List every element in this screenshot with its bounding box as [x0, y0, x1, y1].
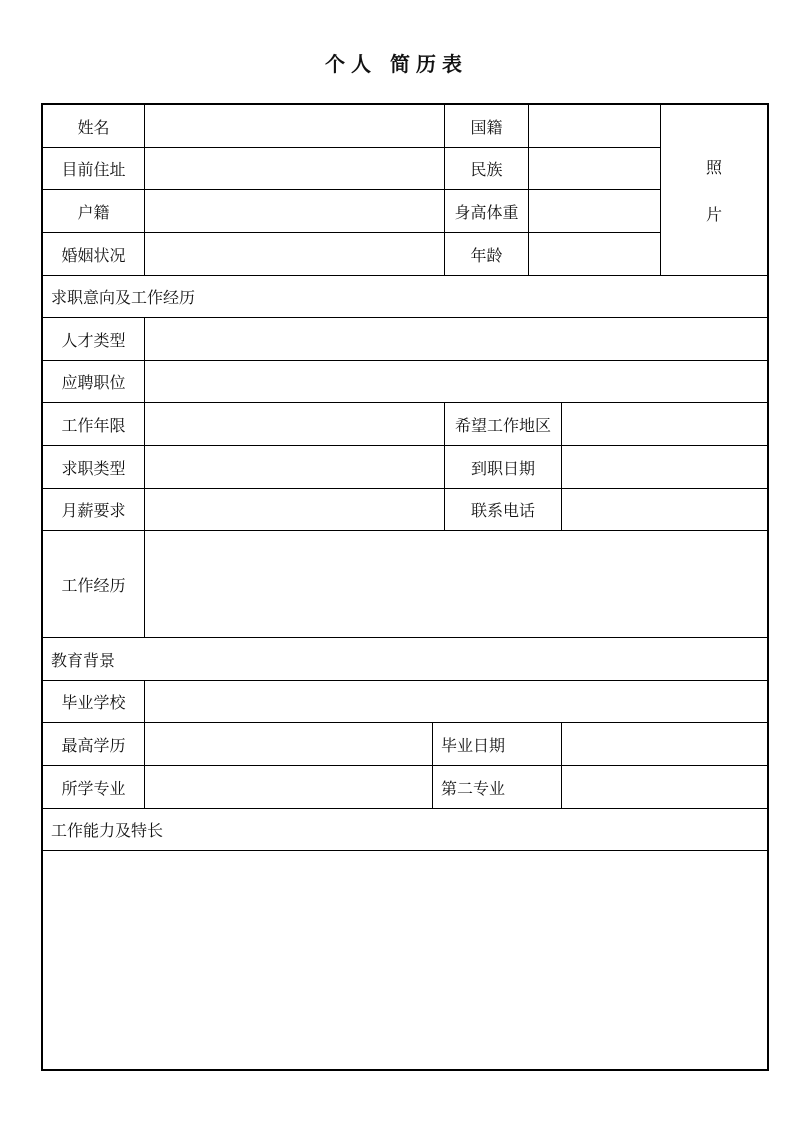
photo-label-char-2: 片: [705, 205, 722, 224]
position-field[interactable]: [145, 361, 767, 402]
talent-type-field[interactable]: [145, 318, 767, 360]
graduation-date-label: 毕业日期: [441, 735, 506, 755]
name-field[interactable]: [145, 105, 444, 147]
hukou-label: 户籍: [77, 202, 110, 222]
work-years-label: 工作年限: [61, 415, 126, 435]
skills-section-header: 工作能力及特长: [51, 821, 164, 840]
address-label: 目前住址: [61, 160, 126, 179]
height-weight-label: 身高体重: [454, 202, 519, 222]
work-years-field[interactable]: [145, 403, 444, 445]
school-field[interactable]: [145, 681, 767, 722]
ethnicity-field[interactable]: [529, 148, 660, 189]
photo-area[interactable]: [661, 105, 767, 275]
photo-label-char-1: 照: [705, 158, 722, 177]
position-label: 应聘职位: [61, 373, 126, 392]
graduation-date-field[interactable]: [562, 723, 767, 765]
name-label: 姓名: [77, 117, 110, 137]
address-field[interactable]: [145, 148, 444, 189]
phone-label: 联系电话: [470, 501, 535, 520]
nationality-field[interactable]: [529, 105, 660, 147]
marital-status-field[interactable]: [145, 233, 444, 275]
school-label: 毕业学校: [61, 693, 126, 712]
job-section-header: 求职意向及工作经历: [51, 288, 196, 307]
second-major-field[interactable]: [562, 766, 767, 808]
height-weight-field[interactable]: [529, 190, 660, 232]
age-field[interactable]: [529, 233, 660, 275]
page-title: 个人 简历表: [325, 52, 468, 76]
salary-field[interactable]: [145, 489, 444, 530]
degree-label: 最高学历: [61, 735, 126, 755]
major-label: 所学专业: [61, 778, 126, 798]
second-major-label: 第二专业: [441, 778, 506, 798]
degree-field[interactable]: [145, 723, 432, 765]
job-type-label: 求职类型: [61, 458, 126, 478]
marital-status-label: 婚姻状况: [61, 245, 126, 265]
skills-field[interactable]: [43, 851, 767, 1069]
phone-field[interactable]: [562, 489, 767, 530]
ethnicity-label: 民族: [470, 160, 503, 179]
job-type-field[interactable]: [145, 446, 444, 488]
region-label: 希望工作地区: [454, 415, 551, 435]
work-experience-label: 工作经历: [61, 575, 126, 595]
age-label: 年龄: [470, 245, 503, 265]
salary-label: 月薪要求: [61, 501, 126, 520]
region-field[interactable]: [562, 403, 767, 445]
hukou-field[interactable]: [145, 190, 444, 232]
resume-form: [41, 103, 769, 1071]
work-experience-field[interactable]: [145, 531, 767, 637]
education-section-header: 教育背景: [51, 650, 116, 670]
talent-type-label: 人才类型: [61, 330, 126, 350]
nationality-label: 国籍: [470, 117, 503, 137]
start-date-label: 到职日期: [470, 458, 535, 478]
major-field[interactable]: [145, 766, 432, 808]
start-date-field[interactable]: [562, 446, 767, 488]
